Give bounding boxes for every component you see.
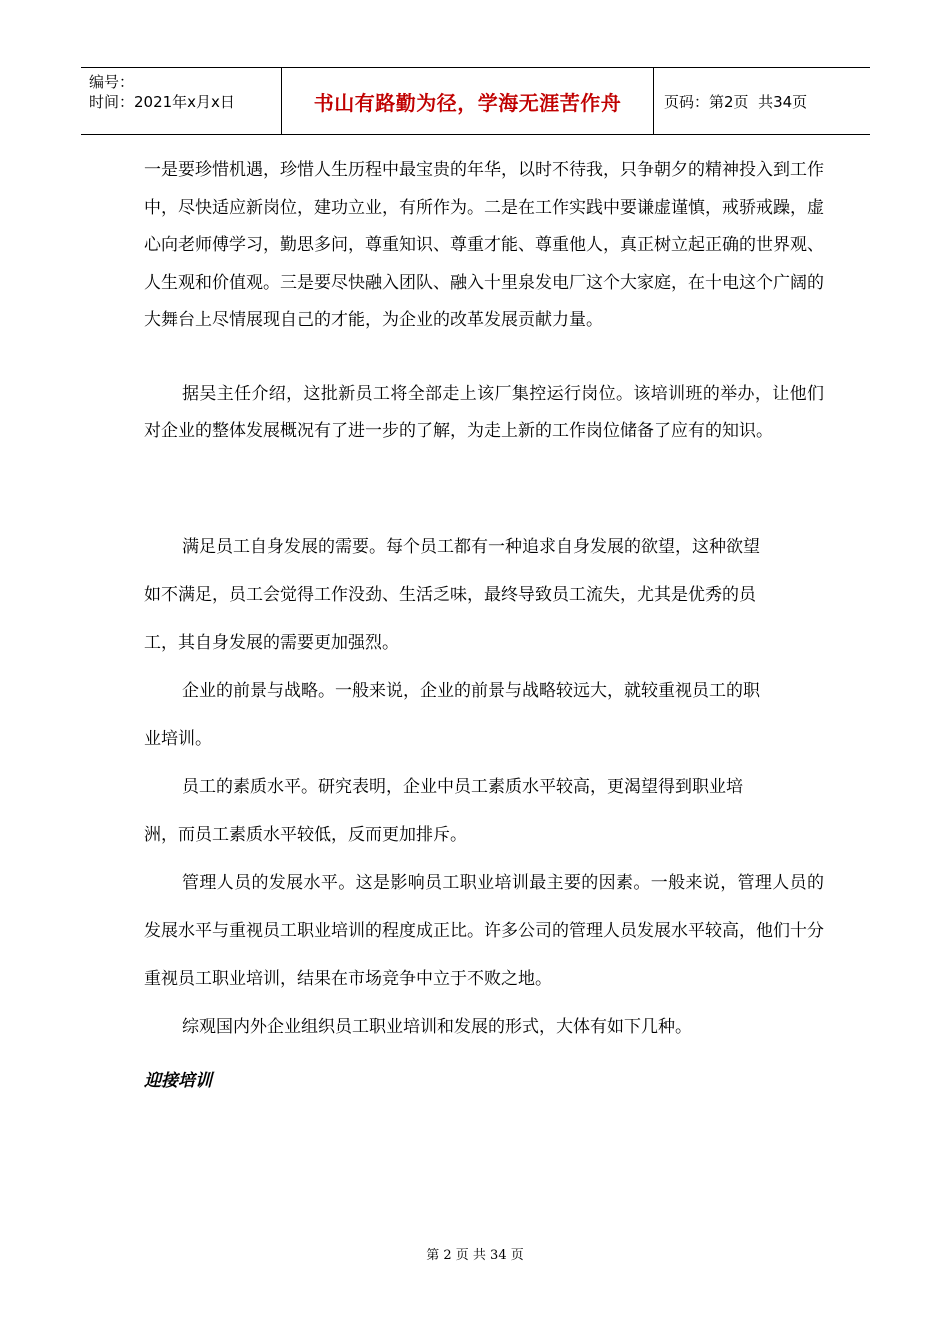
footer-page-number: 第 2 页 共 34 页 xyxy=(426,1248,524,1263)
header-motto xyxy=(282,68,654,134)
page-header xyxy=(81,67,870,135)
page-number-text: 页码：第2页 共34页 xyxy=(664,92,808,111)
document-body xyxy=(144,152,824,1101)
header-meta xyxy=(81,68,282,134)
section-heading: 迎接培训 xyxy=(144,1070,212,1091)
paragraph-7: 综观国内外企业组织员工职业培训和发展的形式，大体有如下几种。 xyxy=(182,1016,692,1037)
paragraph-6: 管理人员的发展水平。这是影响员工职业培训最主要的因素。一般来说，管理人员的发展水平与重视员工职业培训的程度成正比。许多公司的管理人员发展水平较高，他们十分重视员工职业培训，结果在市场竞争中立于不败之地。 xyxy=(144,872,824,989)
paragraph-3: 满足员工自身发展的需要。每个员工都有一种追求自身发展的欲望，这种欲望如不满足，员工会觉得工作没劲、生活乏味，最终导致员工流失，尤其是优秀的员工，其自身发展的需要更加强烈。 xyxy=(144,536,760,653)
paragraph-5: 员工的素质水平。研究表明，企业中员工素质水平较高，更渴望得到职业培洲，而员工素质水平较低，反而更加排斥。 xyxy=(144,776,743,845)
page-footer xyxy=(0,1244,950,1263)
paragraph-4: 企业的前景与战略。一般来说，企业的前景与战略较远大，就较重视员工的职业培训。 xyxy=(144,680,760,749)
paragraph-2: 据吴主任介绍，这批新员工将全部走上该厂集控运行岗位。该培训班的举办，让他们对企业的整体发展概况有了进一步的了解，为走上新的工作岗位储备了应有的知识。 xyxy=(144,383,824,441)
document-code-label: 编号： xyxy=(89,73,135,91)
header-page-info xyxy=(654,68,870,134)
motto-text: 书山有路勤为径，学海无涯苦作舟 xyxy=(313,90,622,115)
paragraph-1: 一是要珍惜机遇，珍惜人生历程中最宝贵的年华，以时不待我，只争朝夕的精神投入到工作中，尽快适应新岗位，建功立业，有所作为。二是在工作实践中要谦虚谨慎，戒骄戒躁，虚心向老师傅学习，勤思多问，尊重知识、尊重才能、尊重他人，真正树立起正确的世界观、人生观和价值观。三是要尽快融入团队、融入十里泉发电厂这个大家庭，在十电这个广阔的大舞台上尽情展现自己的才能，为企业的改革发展贡献力量。 xyxy=(144,160,824,330)
document-date: 时间：2021年x月x日 xyxy=(89,93,235,111)
